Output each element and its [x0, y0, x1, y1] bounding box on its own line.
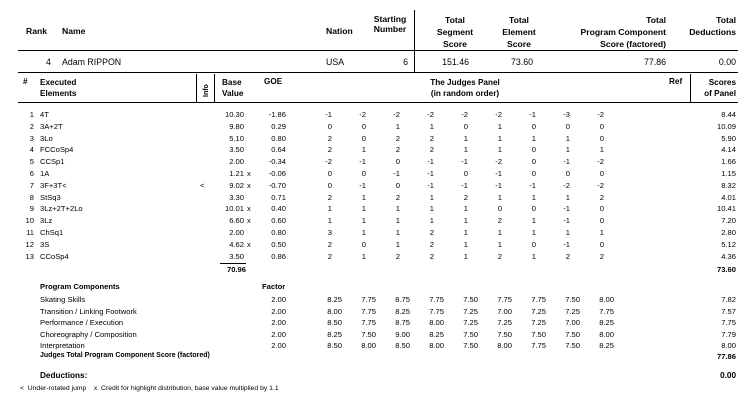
judge-score: 2	[429, 228, 434, 237]
judge-score: 0	[531, 121, 536, 131]
judge-score: 1	[395, 204, 400, 214]
element-base-value: 9.02	[229, 180, 244, 190]
pcs-judge-score: 7.75	[429, 306, 444, 316]
skater-deductions: 0.00	[718, 57, 736, 67]
pcs-judge-score: 7.50	[565, 295, 580, 304]
element-base-value: 1.21	[229, 169, 244, 178]
pcs-judge-score: 7.50	[565, 341, 580, 351]
pcs-judge-score: 7.75	[361, 295, 376, 304]
judge-score: 1	[361, 192, 366, 202]
element-credit-flag: x	[247, 216, 251, 226]
judge-score: 2	[327, 239, 332, 249]
judge-score: 1	[361, 228, 366, 237]
base-total: 70.96	[226, 265, 246, 274]
pcs-judge-score: 8.50	[395, 341, 410, 351]
element-number: 12	[25, 239, 34, 249]
name-header: Name	[62, 26, 86, 36]
pcs-judge-score: 8.25	[429, 329, 444, 339]
pcs-judge-score: 7.75	[531, 295, 546, 304]
num-header: #	[23, 77, 28, 86]
judge-score: 0	[599, 169, 604, 178]
pcs-title: Program Components	[40, 282, 120, 291]
judge-score: -1	[393, 169, 400, 178]
element-code: ChSq1	[40, 228, 64, 237]
scores-header: Scores of Panel	[704, 78, 736, 98]
element-number: 5	[29, 157, 34, 167]
rank-header: Rank	[26, 26, 48, 36]
element-goe: 0.50	[271, 239, 286, 249]
pcs-component-name: Interpretation	[40, 341, 85, 351]
pcs-panel-score: 7.75	[721, 318, 736, 328]
judge-score: -2	[393, 110, 400, 119]
judge-score: -2	[427, 110, 434, 119]
judge-score: 0	[395, 180, 400, 190]
judge-score: -1	[563, 239, 570, 249]
pcs-judge-score: 7.75	[361, 318, 376, 328]
pcs-judge-score: 7.25	[497, 318, 512, 328]
judge-score: 1	[599, 228, 604, 237]
header-rule	[18, 50, 738, 51]
skater-starting-number: 6	[403, 57, 408, 67]
info-header: Info	[203, 84, 210, 97]
judge-score: 0	[565, 169, 570, 178]
judge-score: 0	[361, 169, 366, 178]
element-panel-score: 8.32	[721, 180, 736, 190]
judge-score: 0	[599, 121, 604, 131]
judge-score: 1	[463, 251, 468, 261]
judge-score: 1	[565, 192, 570, 202]
judge-score: 1	[361, 251, 366, 261]
pcs-factor: 2.00	[271, 318, 286, 328]
element-code: 3Lz	[40, 216, 53, 226]
element-base-value: 6.60	[229, 216, 244, 226]
judge-score: 2	[463, 192, 468, 202]
judge-score: -2	[597, 180, 604, 190]
element-base-value: 3.50	[229, 145, 244, 155]
judge-score: 0	[565, 121, 570, 131]
judge-score: 1	[565, 228, 570, 237]
judge-score: 0	[361, 239, 366, 249]
judge-score: 0	[599, 216, 604, 226]
judge-score: 1	[531, 216, 536, 226]
judge-score: 0	[531, 157, 536, 167]
pcs-judge-score: 7.25	[463, 306, 478, 316]
skater-element-score: 73.60	[510, 57, 533, 67]
skater-segment-score: 151.46	[442, 57, 469, 67]
judge-score: 0	[361, 133, 366, 143]
panel-header: The Judges Panel (in random order)	[430, 78, 500, 98]
judge-score: -2	[597, 157, 604, 167]
judge-score: 1	[429, 121, 434, 131]
element-goe: 0.40	[271, 204, 286, 214]
judge-score: 2	[429, 239, 434, 249]
element-panel-score: 1.15	[721, 169, 736, 178]
scores-divider	[690, 74, 691, 102]
element-goe: -0.70	[268, 180, 286, 190]
judge-score: 1	[395, 228, 400, 237]
pcs-panel-score: 7.57	[721, 306, 736, 316]
judge-score: 0	[361, 121, 366, 131]
judge-score: -1	[495, 169, 502, 178]
element-panel-score: 4.01	[721, 192, 736, 202]
pcs-judge-score: 9.00	[395, 329, 410, 339]
element-code: 3A+2T	[40, 121, 63, 131]
judge-score: 2	[327, 251, 332, 261]
pcs-judge-score: 7.25	[531, 306, 546, 316]
judge-score: 0	[327, 169, 332, 178]
pcs-judge-score: 8.50	[327, 341, 342, 351]
pcs-judge-score: 7.50	[361, 329, 376, 339]
pcs-judge-score: 8.00	[327, 306, 342, 316]
pcs-judge-score: 8.75	[395, 295, 410, 304]
judge-score: -1	[495, 180, 502, 190]
judge-score: -1	[427, 169, 434, 178]
element-panel-score: 5.90	[721, 133, 736, 143]
judge-score: 2	[497, 216, 502, 226]
pcs-judge-score: 8.00	[497, 341, 512, 351]
pcs-judge-score: 7.50	[463, 329, 478, 339]
element-number: 2	[29, 121, 34, 131]
judge-score: -1	[461, 180, 468, 190]
element-goe: -0.34	[268, 157, 286, 167]
judge-score: 2	[395, 133, 400, 143]
nation-header: Nation	[326, 26, 353, 36]
judge-score: 1	[327, 204, 332, 214]
judge-score: 1	[497, 145, 502, 155]
element-base-value: 3.30	[229, 192, 244, 202]
judge-score: 1	[463, 145, 468, 155]
pcs-component-name: Skating Skills	[40, 295, 86, 304]
element-number: 6	[29, 169, 34, 178]
judge-score: 1	[463, 133, 468, 143]
skater-rule	[18, 72, 738, 73]
judge-score: -1	[427, 157, 434, 167]
judge-score: -2	[359, 110, 366, 119]
judge-score: 1	[429, 216, 434, 226]
judge-score: 0	[599, 133, 604, 143]
judge-score: 0	[327, 180, 332, 190]
info-divider-right	[214, 74, 215, 102]
element-panel-score: 7.20	[721, 216, 736, 226]
skater-rank: 4	[46, 57, 51, 67]
pcs-judge-score: 7.50	[497, 329, 512, 339]
element-panel-score: 5.12	[721, 239, 736, 249]
element-number: 1	[29, 110, 34, 119]
judge-score: 1	[531, 251, 536, 261]
judge-score: -2	[597, 110, 604, 119]
pcs-judge-score: 8.00	[429, 341, 444, 351]
header-divider	[414, 10, 415, 72]
judge-score: -2	[461, 110, 468, 119]
element-code: CCoSp4	[40, 251, 69, 261]
element-panel-score: 2.80	[721, 228, 736, 237]
pcs-judge-score: 7.75	[531, 341, 546, 351]
judge-score: 2	[395, 145, 400, 155]
pcs-component-name: Performance / Execution	[40, 318, 124, 328]
element-code: 3Lo	[40, 133, 53, 143]
element-goe: 0.60	[271, 216, 286, 226]
element-base-value: 3.50	[229, 251, 244, 261]
element-goe: -1.86	[268, 110, 286, 119]
element-code: 1A	[40, 169, 50, 178]
judge-score: 1	[497, 133, 502, 143]
judge-score: 0	[463, 121, 468, 131]
judge-score: 1	[429, 192, 434, 202]
element-base-value: 10.01	[224, 204, 244, 214]
pcs-panel-score: 8.00	[721, 341, 736, 351]
element-panel-score: 1.66	[721, 157, 736, 167]
pcs-judge-score: 7.50	[531, 329, 546, 339]
judge-score: -2	[563, 180, 570, 190]
tes-total: 73.60	[716, 265, 736, 274]
pcs-component-name: Transition / Linking Footwork	[40, 306, 137, 316]
judge-score: 2	[395, 251, 400, 261]
judge-score: -2	[495, 110, 502, 119]
element-number: 10	[25, 216, 34, 226]
element-goe: -0.06	[268, 169, 286, 178]
factor-header: Factor	[262, 282, 286, 291]
element-panel-score: 10.09	[716, 121, 736, 131]
element-base-value: 9.80	[229, 121, 244, 131]
element-base-value: 4.62	[229, 239, 244, 249]
element-code: CCSp1	[40, 157, 65, 167]
judge-score: -1	[359, 157, 366, 167]
pcs-judge-score: 7.75	[361, 306, 376, 316]
deductions-header: Total Deductions	[689, 15, 736, 37]
pcs-judge-score: 8.00	[361, 341, 376, 351]
element-number: 4	[29, 145, 34, 155]
judge-score: 1	[565, 145, 570, 155]
pcs-judge-score: 7.25	[531, 318, 546, 328]
pcs-judge-score: 7.50	[463, 295, 478, 304]
element-goe: 0.80	[271, 228, 286, 237]
judge-score: -1	[325, 110, 332, 119]
element-code: 3Lz+2T+2Lo	[40, 204, 83, 214]
judge-score: 1	[463, 204, 468, 214]
base-sum-rule	[220, 263, 246, 264]
judge-score: 2	[429, 133, 434, 143]
element-score-header: Total Element Score	[502, 15, 536, 49]
judge-score: 1	[531, 133, 536, 143]
judge-score: 2	[599, 251, 604, 261]
element-panel-score: 10.41	[716, 204, 736, 214]
judge-score: 2	[395, 192, 400, 202]
judge-score: 0	[599, 239, 604, 249]
element-code: 4T	[40, 110, 49, 119]
pcs-judge-score: 7.50	[463, 341, 478, 351]
judge-score: -1	[563, 157, 570, 167]
element-base-value: 10.30	[224, 110, 244, 119]
pcs-factor: 2.00	[271, 306, 286, 316]
goe-header: GOE	[264, 77, 283, 86]
judge-score: 1	[361, 216, 366, 226]
info-divider-left	[196, 74, 197, 102]
judge-score: 1	[463, 239, 468, 249]
footnote: < Under-rotated jump x Credit for highlight distribution, base value multiplied by 1.1	[20, 385, 279, 392]
judge-score: 0	[395, 157, 400, 167]
judge-score: 0	[463, 169, 468, 178]
judge-score: -2	[325, 157, 332, 167]
judge-score: 1	[497, 192, 502, 202]
element-credit-flag: x	[247, 180, 251, 190]
element-goe: 0.80	[271, 133, 286, 143]
judge-score: 0	[599, 204, 604, 214]
element-goe: 0.29	[271, 121, 286, 131]
element-credit-flag: x	[247, 169, 251, 178]
pcs-component-name: Choreography / Composition	[40, 329, 137, 339]
pcs-judge-score: 8.25	[327, 295, 342, 304]
judge-score: 2	[327, 145, 332, 155]
pcs-judge-score: 7.75	[429, 295, 444, 304]
judge-score: 1	[497, 228, 502, 237]
judge-score: 1	[599, 145, 604, 155]
element-number: 13	[25, 251, 34, 261]
deductions-value: 0.00	[720, 371, 736, 380]
element-code: 3S	[40, 239, 50, 249]
element-goe: 0.86	[271, 251, 286, 261]
judge-score: 2	[565, 251, 570, 261]
element-goe: 0.71	[271, 192, 286, 202]
judge-score: 1	[395, 121, 400, 131]
judge-score: 1	[429, 204, 434, 214]
pcs-factor: 2.00	[271, 295, 286, 304]
judge-score: -1	[529, 180, 536, 190]
pcs-judge-score: 8.50	[327, 318, 342, 328]
pcs-factor: 2.00	[271, 329, 286, 339]
judge-score: 2	[429, 145, 434, 155]
element-panel-score: 4.36	[721, 251, 736, 261]
element-goe: 0.64	[271, 145, 286, 155]
skater-pcs: 77.86	[643, 57, 666, 67]
judge-score: -1	[461, 157, 468, 167]
pcs-judge-score: 8.00	[599, 295, 614, 304]
pcs-judge-score: 7.75	[497, 295, 512, 304]
pcs-judge-score: 7.00	[497, 306, 512, 316]
pcs-factor: 2.00	[271, 341, 286, 351]
pcs-judge-score: 7.00	[565, 318, 580, 328]
element-panel-score: 4.14	[721, 145, 736, 155]
pcs-judge-score: 7.75	[599, 306, 614, 316]
judge-score: 0	[531, 145, 536, 155]
judge-score: 1	[327, 216, 332, 226]
pcs-total-label: Judges Total Program Component Score (factored)	[40, 352, 210, 359]
judge-score: 2	[327, 192, 332, 202]
element-credit-flag: x	[247, 239, 251, 249]
judge-score: 2	[497, 251, 502, 261]
pcs-judge-score: 8.00	[429, 318, 444, 328]
pcs-header: Total Program Component Score (factored)	[580, 15, 666, 49]
element-credit-flag: x	[247, 204, 251, 214]
judge-score: 1	[531, 228, 536, 237]
judge-score: 0	[497, 204, 502, 214]
judge-score: -1	[427, 180, 434, 190]
element-info: <	[200, 180, 205, 190]
element-panel-score: 8.44	[721, 110, 736, 119]
judge-score: 1	[395, 216, 400, 226]
element-number: 7	[29, 180, 34, 190]
element-code: StSq3	[40, 192, 61, 202]
judge-score: 3	[327, 228, 332, 237]
pcs-judge-score: 8.25	[395, 306, 410, 316]
starting-number-header: Starting Number	[373, 14, 407, 34]
element-number: 9	[29, 204, 34, 214]
element-base-value: 5.10	[229, 133, 244, 143]
pcs-judge-score: 7.25	[463, 318, 478, 328]
skater-name: Adam RIPPON	[62, 57, 122, 67]
deductions-label: Deductions:	[40, 371, 88, 380]
judge-score: 1	[497, 239, 502, 249]
judge-score: 0	[531, 204, 536, 214]
judge-score: 1	[361, 204, 366, 214]
judge-score: 2	[429, 251, 434, 261]
element-number: 8	[29, 192, 34, 202]
element-code: 3F+3T<	[40, 180, 67, 190]
element-base-value: 2.00	[229, 228, 244, 237]
judge-score: 1	[463, 216, 468, 226]
judge-score: 0	[531, 169, 536, 178]
judge-score: -1	[563, 204, 570, 214]
judge-score: -1	[359, 180, 366, 190]
judge-score: 0	[531, 239, 536, 249]
judge-score: 2	[327, 133, 332, 143]
pcs-judge-score: 8.25	[599, 318, 614, 328]
judge-score: -2	[495, 157, 502, 167]
judge-score: 2	[599, 192, 604, 202]
element-number: 11	[26, 228, 34, 237]
base-header: Base Value	[222, 78, 244, 98]
executed-header: Executed Elements	[40, 78, 77, 98]
judge-score: 1	[565, 133, 570, 143]
element-base-value: 2.00	[229, 157, 244, 167]
judge-score: 0	[327, 121, 332, 131]
pcs-judge-score: 8.75	[395, 318, 410, 328]
judge-score: -1	[529, 110, 536, 119]
pcs-panel-score: 7.79	[721, 329, 736, 339]
elements-header-rule	[18, 102, 738, 103]
judge-score: 1	[531, 192, 536, 202]
pcs-judge-score: 8.25	[327, 329, 342, 339]
pcs-judge-score: 8.00	[599, 329, 614, 339]
judge-score: -3	[563, 110, 570, 119]
judge-score: -1	[563, 216, 570, 226]
skater-nation: USA	[326, 57, 345, 67]
pcs-judge-score: 7.50	[565, 329, 580, 339]
pcs-total: 77.86	[716, 352, 736, 361]
pcs-judge-score: 8.25	[599, 341, 614, 351]
judge-score: 1	[497, 121, 502, 131]
judge-score: 1	[361, 145, 366, 155]
judge-score: 1	[395, 239, 400, 249]
pcs-panel-score: 7.82	[721, 295, 736, 304]
element-number: 3	[29, 133, 34, 143]
segment-score-header: Total Segment Score	[436, 15, 474, 49]
ref-header: Ref	[669, 77, 683, 86]
pcs-judge-score: 7.25	[565, 306, 580, 316]
element-code: FCCoSp4	[40, 145, 74, 155]
judge-score: 1	[463, 228, 468, 237]
